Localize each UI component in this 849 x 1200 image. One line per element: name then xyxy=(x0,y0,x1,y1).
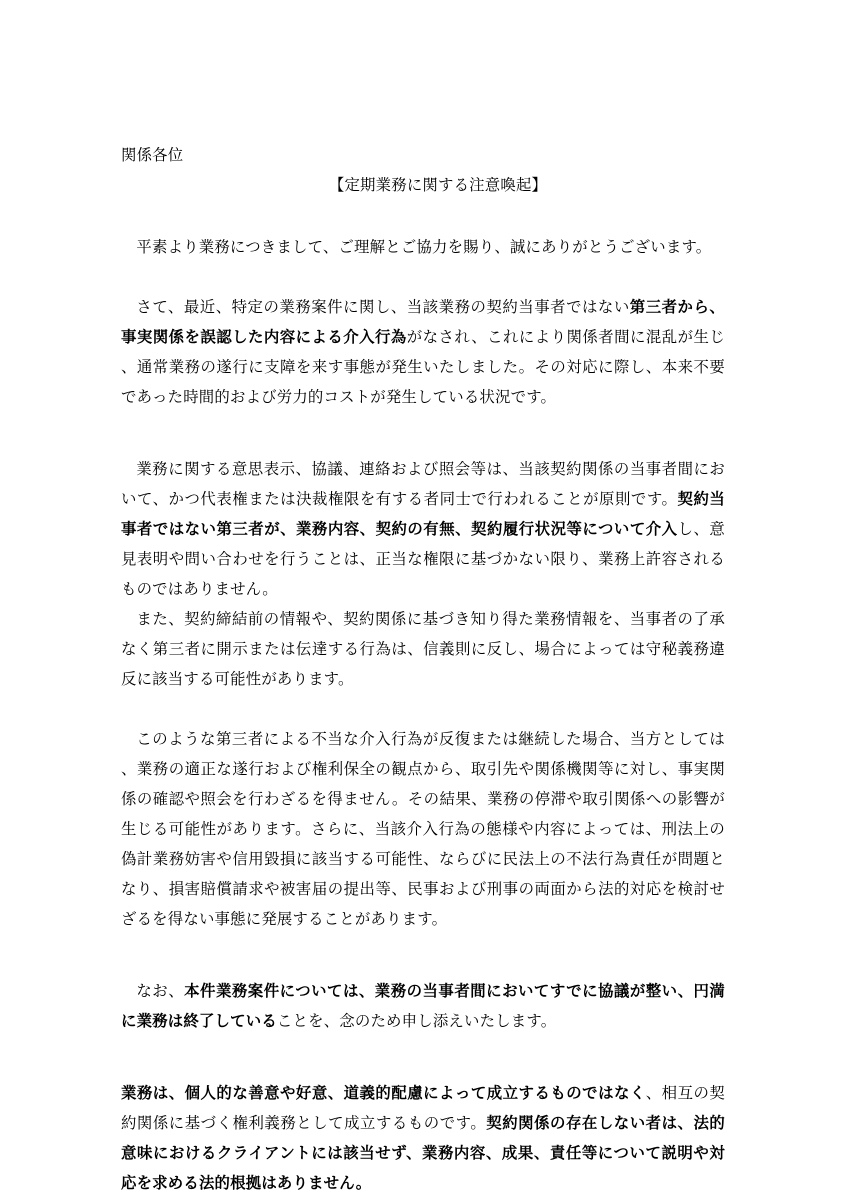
paragraph-principle xyxy=(121,454,725,604)
emphasis-text: 契約関係の存在しない者は、法的意味におけるクライアントには該当せず、業務内容、成果、責任等について説明や対応を求める法的根拠はありません。 xyxy=(121,1114,725,1192)
document-title: 【定期業務に関する注意喚起】 xyxy=(328,176,548,194)
text-span: なお、 xyxy=(136,982,185,1000)
paragraph-consequences: このような第三者による不当な介入行為が反復または継続した場合、当方としては、業務の適正な遂行および権利保全の観点から、取引先や関係機関等に対し、事実関係の確認や照会を行わざるを得ません。その結果、業務の停滞や取引関係への影響が生じる可能性があります。さらに、当該介入行為の態様や内容によっては、刑法上の偽計業務妨害や信用毀損に該当する可能性、ならびに民法上の不法行為責任が問題となり、損害賠償請求や被害届の提出等、民事および刑事の両面から法的対応を検討せざるを得ない事態に発展することがあります。 xyxy=(121,730,725,928)
emphasis-text: 契約当事者ではない第三者が、業務内容、契約の有無、契約履行状況等について介入 xyxy=(121,490,725,538)
paragraph-situation xyxy=(121,292,725,412)
text-span: 、相互の契約関係に基づく権利義務として成立するものです。 xyxy=(121,1084,725,1132)
paragraph-conclusion xyxy=(121,1078,725,1198)
text-span: 業務に関する意思表示、協議、連絡および照会等は、当該契約関係の当事者間において、かつ代表権または決裁権限を有する者同士で行われることが原則です。 xyxy=(121,460,725,508)
emphasis-text: 本件業務案件については、業務の当事者間においてすでに協議が整い、円満に業務は終了している xyxy=(121,982,725,1030)
emphasis-text: 業務は、個人的な善意や好意、道義的配慮によって成立するものではなく xyxy=(121,1084,646,1102)
text-span: がなされ、これにより関係者間に混乱が生じ、通常業務の遂行に支障を来す事態が発生いたしました。その対応に際し、本来不要であった時間的および労力的コストが発生している状況です。 xyxy=(121,328,725,406)
text-span: し、意見表明や問い合わせを行うことは、正当な権限に基づかない限り、業務上許容されるものではありません。 xyxy=(121,520,725,598)
text-span: さて、最近、特定の業務案件に関し、当該業務の契約当事者ではない xyxy=(136,298,630,316)
document-page xyxy=(121,140,725,1198)
salutation: 関係各位 xyxy=(121,146,184,164)
paragraph-greeting: 平素より業務につきまして、ご理解とご協力を賜り、誠にありがとうございます。 xyxy=(136,238,712,256)
paragraph-confidentiality: また、契約締結前の情報や、契約関係に基づき知り得た業務情報を、当事者の了承なく第三者に開示または伝達する行為は、信義則に反し、場合によっては守秘義務違反に該当する可能性があります。 xyxy=(121,610,725,688)
text-span: ことを、念のため申し添えいたします。 xyxy=(276,1012,557,1030)
paragraph-note xyxy=(121,976,725,1036)
emphasis-text: 第三者から、事実関係を誤認した内容による介入行為 xyxy=(121,298,725,346)
